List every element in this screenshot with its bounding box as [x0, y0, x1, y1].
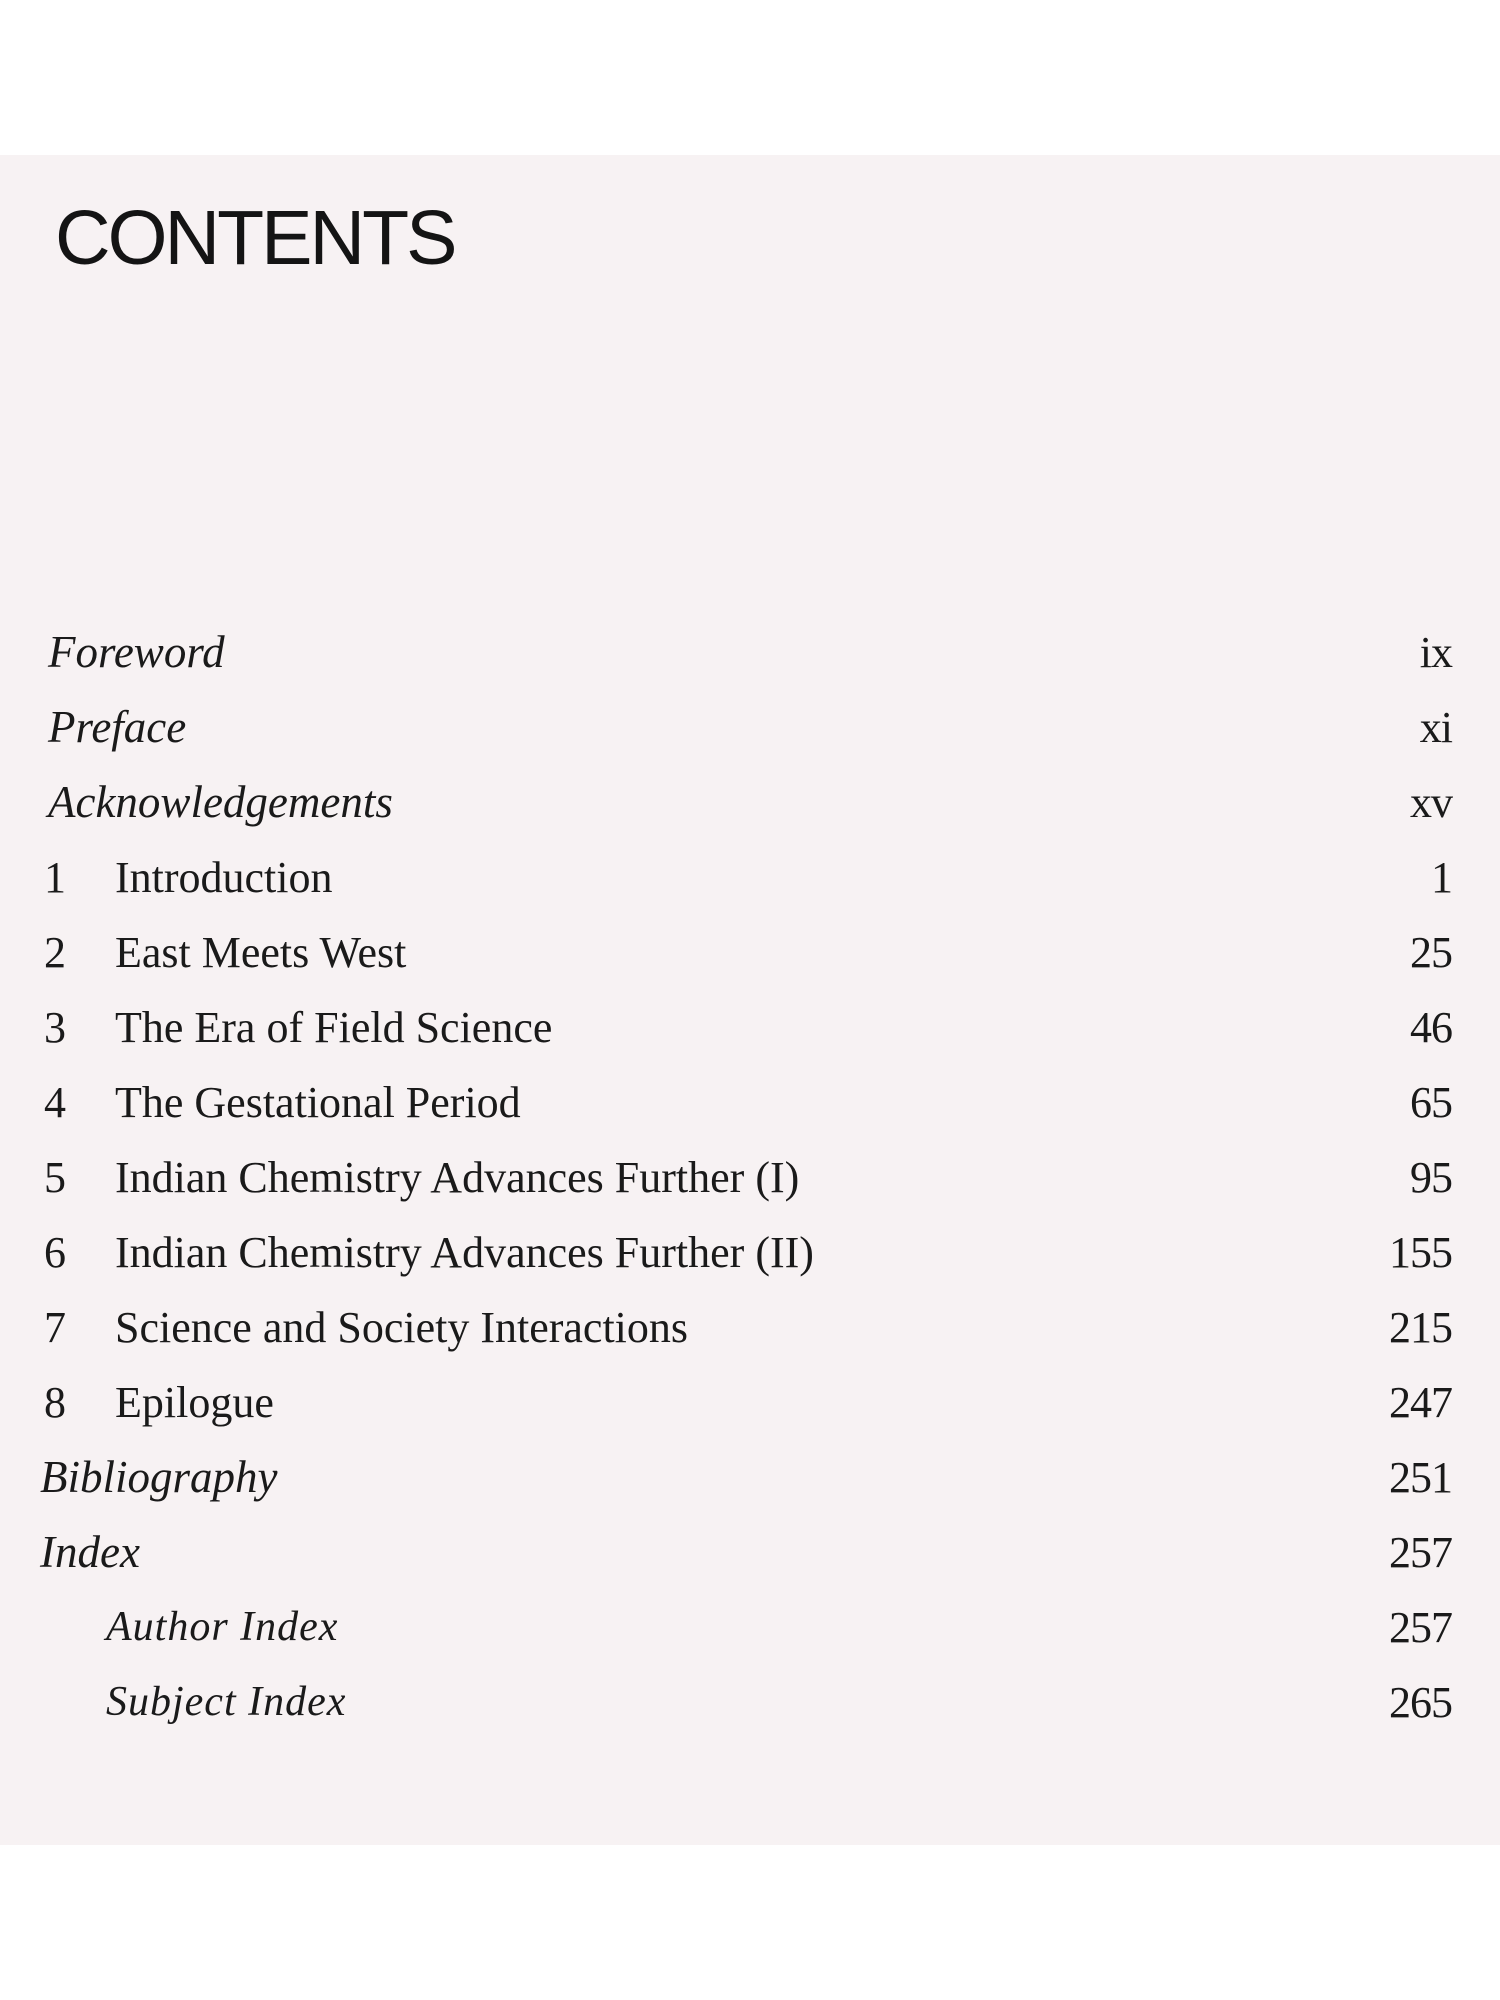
toc-entry-title: The Era of Field Science: [115, 1003, 553, 1052]
toc-entry-title: The Gestational Period: [115, 1078, 521, 1127]
toc-entry-title: Acknowledgements: [48, 777, 393, 827]
toc-entry-title: Introduction: [115, 853, 333, 902]
book-page: [0, 155, 1500, 1845]
chapter-number: 5: [44, 1153, 66, 1202]
toc-entry: [0, 990, 1500, 1065]
chapter-number: 1: [44, 853, 66, 902]
toc-page-number: 265: [1389, 1678, 1452, 1727]
toc-page-number: 251: [1389, 1453, 1452, 1502]
toc-page-number: 257: [1389, 1603, 1452, 1652]
toc-page-number: 155: [1389, 1228, 1452, 1277]
toc-page-number: 257: [1389, 1528, 1452, 1577]
toc-page-number: xi: [1419, 703, 1452, 752]
toc-page-number: 65: [1410, 1078, 1452, 1127]
toc-entry-title: Indian Chemistry Advances Further (II): [115, 1228, 814, 1277]
toc-entry: [0, 690, 1500, 765]
toc-page-number: 46: [1410, 1003, 1452, 1052]
toc-entry-title: Indian Chemistry Advances Further (I): [115, 1153, 800, 1202]
toc-entry: [0, 840, 1500, 915]
chapter-number: 3: [44, 1003, 66, 1052]
toc-entry: [0, 1065, 1500, 1140]
toc-entry: [0, 1665, 1500, 1740]
chapter-number: 8: [44, 1378, 66, 1427]
toc-entry: [0, 615, 1500, 690]
toc-entry: [0, 1140, 1500, 1215]
toc-entry-title: Epilogue: [115, 1378, 274, 1427]
toc-entry-title: Author Index: [106, 1604, 339, 1650]
toc-entry-title: Preface: [48, 702, 187, 752]
toc-page-number: 247: [1389, 1378, 1452, 1427]
contents-heading: CONTENTS: [55, 195, 455, 281]
toc-entry-title: Subject Index: [106, 1679, 347, 1725]
toc-entry: [0, 1290, 1500, 1365]
toc-entry-title: East Meets West: [115, 928, 407, 977]
toc-entry-title: Foreword: [48, 627, 225, 677]
chapter-number: 7: [44, 1303, 66, 1352]
toc-entry: [0, 1215, 1500, 1290]
toc-entry: [0, 1365, 1500, 1440]
toc-entry: [0, 1440, 1500, 1515]
toc-page-number: xv: [1410, 778, 1452, 827]
toc-page-number: 1: [1431, 853, 1452, 902]
toc-entry: [0, 1515, 1500, 1590]
toc-entry-title: Science and Society Interactions: [115, 1303, 689, 1352]
toc-page-number: ix: [1419, 628, 1452, 677]
toc-page-number: 215: [1389, 1303, 1452, 1352]
chapter-number: 2: [44, 928, 66, 977]
toc-page-number: 25: [1410, 928, 1452, 977]
toc-entry-title: Bibliography: [40, 1452, 278, 1502]
toc-page-number: 95: [1410, 1153, 1452, 1202]
toc-entry: [0, 765, 1500, 840]
chapter-number: 4: [44, 1078, 66, 1127]
chapter-number: 6: [44, 1228, 66, 1277]
toc-entry: [0, 1590, 1500, 1665]
toc-entry-title: Index: [40, 1527, 140, 1577]
toc-entry: [0, 915, 1500, 990]
